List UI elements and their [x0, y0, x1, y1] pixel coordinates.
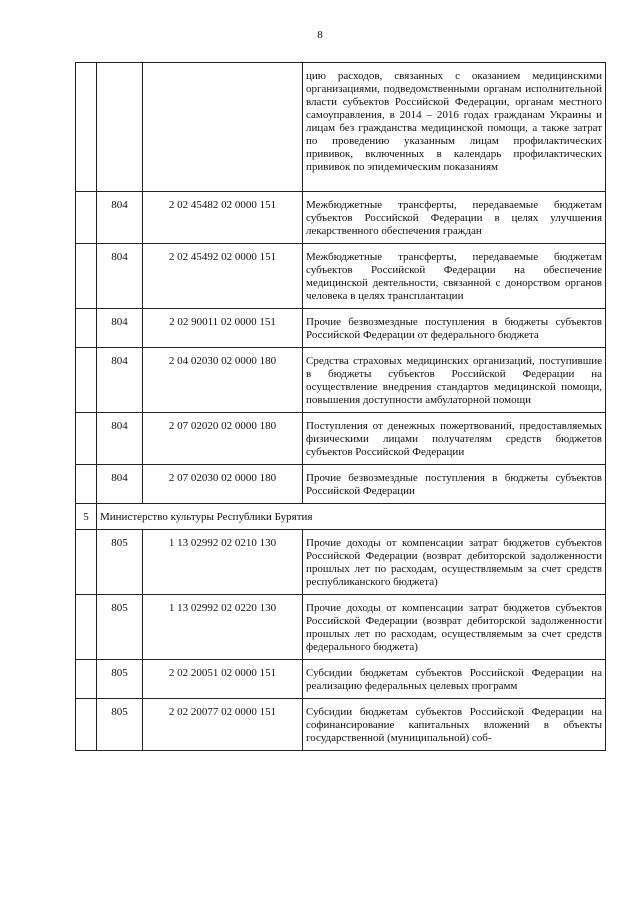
revenue-code-cell: 2 02 90011 02 0000 151 — [143, 309, 303, 348]
admin-code-cell: 805 — [97, 530, 143, 595]
page-number: 8 — [317, 29, 323, 41]
revenue-table — [75, 62, 606, 751]
revenue-name-cell: Прочие доходы от компенсации затрат бюджетов субъектов Российской Федерации (возврат дебиторской задолженности прошлых лет по расходам, осуществляемым за счет средств федерального бюджета) — [303, 595, 606, 660]
table-row — [76, 244, 606, 309]
revenue-name-cell: Прочие безвозмездные поступления в бюджеты субъектов Российской Федерации от федерального бюджета — [303, 309, 606, 348]
revenue-code-cell — [143, 63, 303, 192]
table-row — [76, 699, 606, 751]
table-row — [76, 309, 606, 348]
ministry-name: Министерство культуры Республики Бурятия — [97, 504, 606, 530]
admin-code-cell: 805 — [97, 595, 143, 660]
row-number-cell — [76, 63, 97, 192]
revenue-code-cell: 1 13 02992 02 0210 130 — [143, 530, 303, 595]
ministry-number: 5 — [76, 504, 97, 530]
ministry-header-row — [76, 504, 606, 530]
table-row — [76, 413, 606, 465]
revenue-code-cell: 2 02 45492 02 0000 151 — [143, 244, 303, 309]
revenue-name-cell: Прочие безвозмездные поступления в бюджеты субъектов Российской Федерации — [303, 465, 606, 504]
admin-code-cell: 805 — [97, 699, 143, 751]
revenue-code-cell: 1 13 02992 02 0220 130 — [143, 595, 303, 660]
admin-code-cell: 804 — [97, 413, 143, 465]
table-row — [76, 192, 606, 244]
admin-code-cell: 804 — [97, 192, 143, 244]
table-row — [76, 530, 606, 595]
revenue-code-cell: 2 02 20077 02 0000 151 — [143, 699, 303, 751]
admin-code-cell — [97, 63, 143, 192]
revenue-code-cell: 2 02 45482 02 0000 151 — [143, 192, 303, 244]
table-row — [76, 348, 606, 413]
table-row — [76, 63, 606, 192]
table-row — [76, 595, 606, 660]
revenue-code-cell: 2 04 02030 02 0000 180 — [143, 348, 303, 413]
revenue-name-cell: Субсидии бюджетам субъектов Российской Федерации на реализацию федеральных целевых программ — [303, 660, 606, 699]
table-row — [76, 465, 606, 504]
revenue-name-cell: Межбюджетные трансферты, передаваемые бюджетам субъектов Российской Федерации в целях улучшения лекарственного обеспечения граждан — [303, 192, 606, 244]
revenue-name-cell: Межбюджетные трансферты, передаваемые бюджетам субъектов Российской Федерации на обеспечение медицинской деятельности, связанной с донорством органов человека в целях трансплантации — [303, 244, 606, 309]
revenue-code-cell: 2 07 02030 02 0000 180 — [143, 465, 303, 504]
table-row — [76, 660, 606, 699]
revenue-name-cell: Прочие доходы от компенсации затрат бюджетов субъектов Российской Федерации (возврат дебиторской задолженности прошлых лет по расходам, осуществляемым за счет средств республиканского бюджета) — [303, 530, 606, 595]
admin-code-cell: 804 — [97, 309, 143, 348]
admin-code-cell: 804 — [97, 244, 143, 309]
revenue-code-cell: 2 02 20051 02 0000 151 — [143, 660, 303, 699]
revenue-name-cell: Субсидии бюджетам субъектов Российской Федерации на софинансирование капитальных вложений в объекты государственной (муниципальной) соб- — [303, 699, 606, 751]
admin-code-cell: 805 — [97, 660, 143, 699]
admin-code-cell: 804 — [97, 465, 143, 504]
revenue-code-cell: 2 07 02020 02 0000 180 — [143, 413, 303, 465]
revenue-name-cell: Поступления от денежных пожертвований, предоставляемых физическими лицами получателям средств бюджетов субъектов Российской Федерации — [303, 413, 606, 465]
revenue-name-cell: Средства страховых медицинских организаций, поступившие в бюджеты субъектов Российской Федерации на осуществление внедрения стандартов медицинской помощи, повышения доступности амбулаторной помощи — [303, 348, 606, 413]
revenue-name-cell: цию расходов, связанных с оказанием медицинскими организациями, подведомственными органам исполнительной власти субъектов Российской Федерации, органам местного самоуправления, в 2014 – 2016 годах гражданам Украины и лицам без гражданства медицинской помощи, а также затрат по проведению указанным лицам профилактических прививок, включенных в календарь профилактических прививок по эпидемическим показаниям — [303, 63, 606, 192]
admin-code-cell: 804 — [97, 348, 143, 413]
